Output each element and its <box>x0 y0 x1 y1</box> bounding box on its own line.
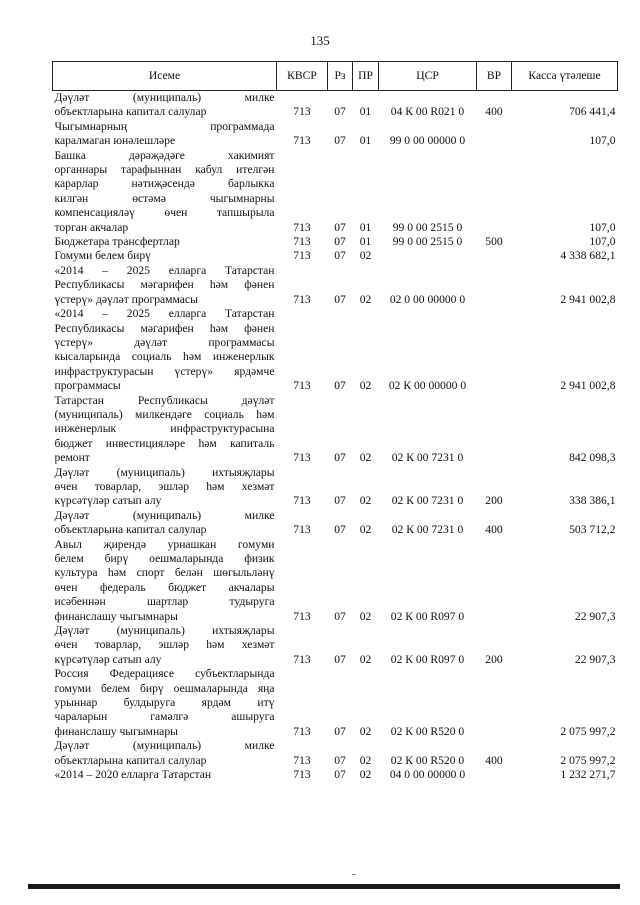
row-name-line: Дәүләт (муниципаль) ихтыяҗлары <box>54 465 275 479</box>
row-name-line: гомуми белем бирү оешмаларында яңа <box>54 681 275 695</box>
row-name-line: килгән өстәмә чыгымнарны <box>54 191 275 205</box>
row-name-line: бюджет инвестицияләре һәм капиталь <box>54 436 275 450</box>
row-rz: 07 <box>334 768 346 782</box>
table-row <box>53 307 618 393</box>
table-row <box>53 739 618 768</box>
row-csr: 99 0 00 2515 0 <box>392 235 463 249</box>
row-vr <box>477 538 512 624</box>
row-pr: 02 <box>359 451 372 465</box>
row-name <box>53 264 277 307</box>
row-amount: 107,0 <box>589 134 616 148</box>
row-name-line: каралмаган юнәлешләре <box>54 134 176 148</box>
row-kvsr: 713 <box>293 609 311 623</box>
table-row <box>53 624 618 667</box>
row-name-line: өчен федераль бюджет акчалары <box>54 580 275 594</box>
row-vr: 400 <box>485 523 503 537</box>
row-name-line: Татарстан Республикасы дәүләт <box>54 393 275 407</box>
row-name-line: Дәүләт (муниципаль) ихтыяҗлары <box>54 624 275 638</box>
row-name-line: Республикасы мәгарифен һәм фәнен <box>54 321 275 335</box>
row-kvsr: 713 <box>293 105 311 119</box>
row-vr <box>477 120 512 149</box>
row-name <box>53 538 277 624</box>
row-name-line: Дәүләт (муниципаль) милке <box>54 508 275 522</box>
row-name <box>53 307 277 393</box>
row-amount: 22 907,3 <box>574 609 616 623</box>
row-name-line: Башка дәрәҗәдәге хакимият <box>54 148 275 162</box>
row-rz: 07 <box>334 609 346 623</box>
row-amount: 338 386,1 <box>569 494 616 508</box>
row-name-line: чараларын гамәлгә ашыруга <box>54 710 275 724</box>
row-vr <box>477 394 512 466</box>
row-vr <box>477 768 512 782</box>
row-amount: 4 338 682,1 <box>560 249 616 263</box>
row-kvsr: 713 <box>293 523 311 537</box>
row-rz: 07 <box>334 235 346 249</box>
row-rz: 07 <box>334 105 346 119</box>
row-amount: 2 075 997,2 <box>560 724 616 738</box>
row-pr: 02 <box>359 724 372 738</box>
row-name <box>53 120 277 149</box>
row-amount: 503 712,2 <box>569 523 616 537</box>
row-vr <box>477 667 512 739</box>
table-row <box>53 768 618 782</box>
row-vr: 400 <box>485 753 503 767</box>
row-name-line: объектларына капитал салулар <box>54 105 207 119</box>
scan-artifact <box>352 874 356 875</box>
budget-table <box>52 61 618 783</box>
row-csr: 02 К 00 7231 0 <box>391 451 464 465</box>
row-name-line: программасы <box>54 379 121 393</box>
row-name-line: Бюджетара трансфертлар <box>54 235 180 249</box>
row-name-line: күрсәтүләр сатып алу <box>54 652 162 666</box>
row-name-line: Гомуми белем бирү <box>54 249 151 263</box>
row-name-line: исәбеннән шартлар тудыруга <box>54 595 275 609</box>
row-kvsr: 713 <box>293 753 311 767</box>
row-name-line: өчен товарлар, эшләр һәм хезмәт <box>54 479 275 493</box>
row-kvsr: 713 <box>293 134 311 148</box>
row-name-line: Дәүләт (муниципаль) милке <box>54 739 275 753</box>
row-name <box>53 249 277 263</box>
row-csr: 99 0 00 00000 0 <box>389 134 466 148</box>
row-kvsr: 713 <box>293 494 311 508</box>
row-name-line: Авыл җирендә урнашкан гомуми <box>54 537 275 551</box>
row-name-line: органнары тарафыннан кабул ителгән <box>54 163 275 177</box>
header-name: Исеме <box>53 62 277 91</box>
row-csr: 04 К 00 R021 0 <box>390 105 465 119</box>
row-amount: 22 907,3 <box>574 652 616 666</box>
row-kvsr: 713 <box>293 768 311 782</box>
row-name-line: инфраструктурасын үстерү» ярдәмче <box>54 364 275 378</box>
page-number: 135 <box>310 33 330 48</box>
table-row <box>53 264 618 307</box>
row-vr: 200 <box>485 494 503 508</box>
row-name-line: өчен товарлар, эшләр һәм хезмәт <box>54 638 275 652</box>
row-amount: 2 941 002,8 <box>560 379 616 393</box>
row-amount: 2 075 997,2 <box>560 753 616 767</box>
row-pr: 01 <box>359 220 372 234</box>
row-csr <box>379 249 477 263</box>
row-csr: 99 0 00 2515 0 <box>392 220 463 234</box>
row-name-line: Республикасы мәгарифен һәм фәнен <box>54 278 275 292</box>
row-name <box>53 667 277 739</box>
row-vr <box>477 307 512 393</box>
row-rz: 07 <box>334 753 346 767</box>
row-name-line: «2014 – 2025 елларга Татарстан <box>54 307 275 321</box>
row-pr: 02 <box>359 652 372 666</box>
table-row <box>53 509 618 538</box>
row-vr: 400 <box>485 105 503 119</box>
table-row <box>53 120 618 149</box>
row-rz: 07 <box>334 379 346 393</box>
row-csr: 02 К 00 00000 0 <box>388 379 467 393</box>
row-kvsr: 713 <box>293 249 311 263</box>
row-name-line: үстерү» дәүләт программасы <box>54 292 198 306</box>
row-pr: 02 <box>359 379 372 393</box>
row-rz: 07 <box>334 494 346 508</box>
row-csr: 04 0 00 00000 0 <box>389 768 466 782</box>
row-pr: 01 <box>359 235 372 249</box>
row-csr: 02 К 00 R097 0 <box>390 652 465 666</box>
row-name-line: Россия Федерациясе субъектларында <box>54 667 275 681</box>
row-amount: 2 941 002,8 <box>560 292 616 306</box>
table-row <box>53 149 618 235</box>
row-pr: 02 <box>359 249 372 263</box>
row-pr: 02 <box>359 768 372 782</box>
row-amount: 842 098,3 <box>569 451 616 465</box>
row-name-line: финанслашу чыгымнары <box>54 609 178 623</box>
row-vr <box>477 149 512 235</box>
row-csr: 02 0 00 00000 0 <box>389 292 466 306</box>
header-kassa: Касса үтәлеше <box>512 62 618 91</box>
table-row <box>53 667 618 739</box>
row-csr: 02 К 00 R097 0 <box>390 609 465 623</box>
row-name-line: объектларына капитал салулар <box>54 523 207 537</box>
row-rz: 07 <box>334 249 346 263</box>
row-name-line: белем бирү оешмаларында физик <box>54 552 275 565</box>
row-name-line: Чыгымнарның программада <box>54 119 275 133</box>
row-pr: 01 <box>359 134 372 148</box>
row-vr: 500 <box>485 235 503 249</box>
row-name-line: күрсәтүләр сатып алу <box>54 494 162 508</box>
row-name-line: урыннар булдыруга ярдәм итү <box>54 696 275 710</box>
row-csr: 02 К 00 7231 0 <box>391 494 464 508</box>
row-rz: 07 <box>334 523 346 537</box>
row-name-line: финанслашу чыгымнары <box>54 724 178 738</box>
row-name <box>53 149 277 235</box>
row-vr: 200 <box>485 652 503 666</box>
row-rz: 07 <box>334 724 346 738</box>
header-kvsr: КВСР <box>277 62 328 91</box>
page-bottom-rule <box>28 884 620 889</box>
row-name-line: үстерү» дәүләт программасы <box>54 335 275 349</box>
row-csr: 02 К 00 R520 0 <box>390 724 465 738</box>
row-kvsr: 713 <box>293 724 311 738</box>
row-rz: 07 <box>334 134 346 148</box>
row-pr: 02 <box>359 609 372 623</box>
row-name <box>53 91 277 120</box>
table-row <box>53 394 618 466</box>
row-rz: 07 <box>334 451 346 465</box>
row-name <box>53 394 277 466</box>
row-rz: 07 <box>334 220 346 234</box>
row-rz: 07 <box>334 652 346 666</box>
table-body <box>53 91 618 783</box>
row-pr: 02 <box>359 494 372 508</box>
row-pr: 01 <box>359 105 372 119</box>
row-name-line: инженерлык инфраструктурасына <box>54 422 275 436</box>
row-name-line: «2014 – 2020 елларга Татарстан <box>54 768 212 782</box>
row-name-line: кысаларында социаль һәм инженерлык <box>54 350 275 364</box>
table-row <box>53 235 618 249</box>
row-pr: 02 <box>359 292 372 306</box>
table-header-row <box>53 62 618 91</box>
header-csr: ЦСР <box>379 62 477 91</box>
row-name-line: Дәүләт (муниципаль) милке <box>54 91 275 104</box>
row-name-line: (муниципаль) милкендәге социаль һәм <box>54 407 275 421</box>
row-name-line: компенсацияләү өчен тапшырыла <box>54 206 275 220</box>
row-vr <box>477 249 512 263</box>
row-kvsr: 713 <box>293 220 311 234</box>
header-pr: ПР <box>353 62 379 91</box>
row-amount: 107,0 <box>589 220 616 234</box>
row-kvsr: 713 <box>293 652 311 666</box>
row-name-line: торган акчалар <box>54 220 129 234</box>
row-csr: 02 К 00 R520 0 <box>390 753 465 767</box>
row-name <box>53 509 277 538</box>
table-row <box>53 249 618 263</box>
row-name-line: объектларына капитал салулар <box>54 753 207 767</box>
row-name-line: культура һәм спорт белән шөгыльләнү <box>54 566 275 580</box>
row-csr: 02 К 00 7231 0 <box>391 523 464 537</box>
row-name <box>53 466 277 509</box>
row-name-line: «2014 – 2025 елларга Татарстан <box>54 263 275 277</box>
row-vr <box>477 264 512 307</box>
row-kvsr: 713 <box>293 379 311 393</box>
row-pr: 02 <box>359 523 372 537</box>
row-name-line: карарлар нәтиҗәсендә барлыкка <box>54 177 275 191</box>
table-row <box>53 466 618 509</box>
row-name-line: ремонт <box>54 451 90 465</box>
row-kvsr: 713 <box>293 235 311 249</box>
row-amount: 706 441,4 <box>569 105 616 119</box>
table-row <box>53 538 618 624</box>
row-name <box>53 739 277 768</box>
row-name <box>53 768 277 782</box>
header-vr: ВР <box>477 62 512 91</box>
row-name <box>53 624 277 667</box>
table-row <box>53 91 618 120</box>
header-rz: Рз <box>328 62 353 91</box>
row-pr: 02 <box>359 753 372 767</box>
row-name <box>53 235 277 249</box>
row-kvsr: 713 <box>293 451 311 465</box>
row-amount: 107,0 <box>589 235 616 249</box>
row-rz: 07 <box>334 292 346 306</box>
row-kvsr: 713 <box>293 292 311 306</box>
row-amount: 1 232 271,7 <box>560 768 616 782</box>
